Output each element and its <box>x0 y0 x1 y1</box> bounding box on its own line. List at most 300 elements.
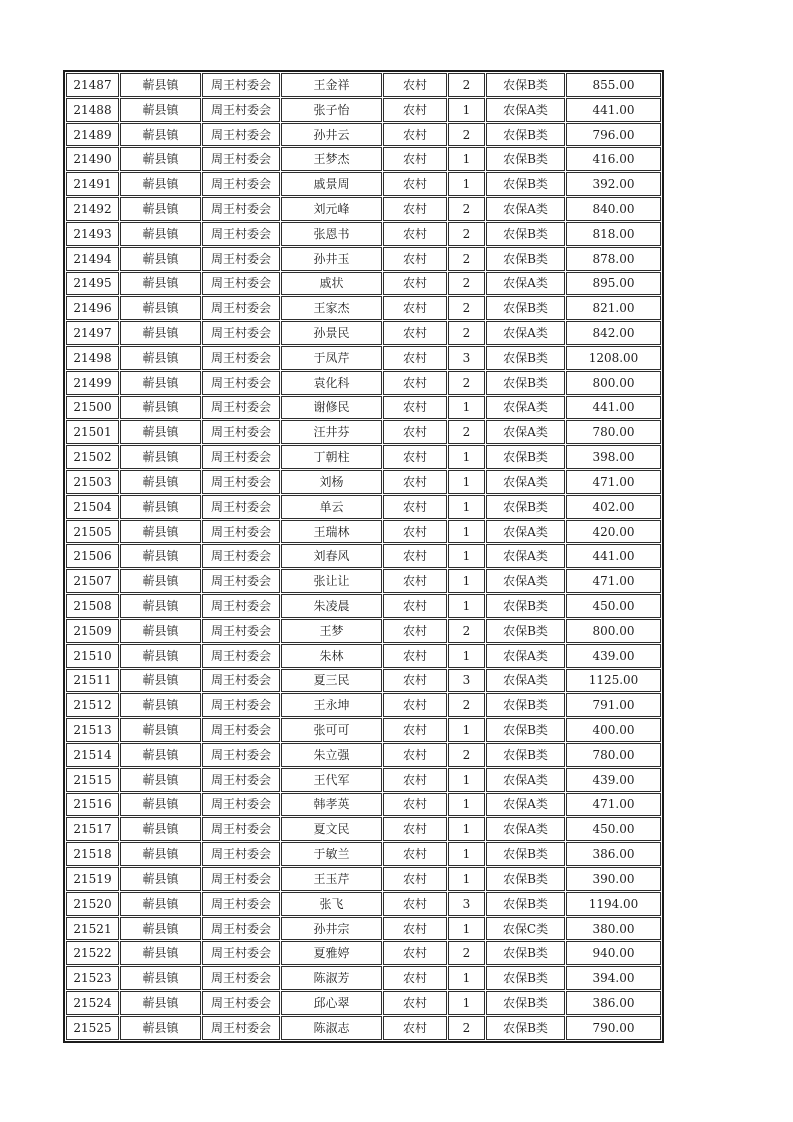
insurance-category-cell: 农保B类 <box>486 842 565 866</box>
person-id-cell: 21524 <box>66 991 119 1015</box>
village-committee-cell: 周王村委会 <box>202 817 280 841</box>
table-row <box>66 346 661 370</box>
table-row <box>66 793 661 817</box>
insurance-category-cell: 农保B类 <box>486 172 565 196</box>
insurance-category-cell: 农保B类 <box>486 594 565 618</box>
village-committee-cell: 周王村委会 <box>202 669 280 693</box>
household-count-cell: 2 <box>448 1016 485 1040</box>
town-cell: 蕲县镇 <box>120 272 201 296</box>
residence-type-cell: 农村 <box>383 172 447 196</box>
person-id-cell: 21502 <box>66 445 119 469</box>
person-id-cell: 21495 <box>66 272 119 296</box>
town-cell: 蕲县镇 <box>120 991 201 1015</box>
person-id-cell: 21507 <box>66 569 119 593</box>
person-id-cell: 21498 <box>66 346 119 370</box>
person-name-cell: 汪井芬 <box>281 420 382 444</box>
person-name-cell: 朱凌晨 <box>281 594 382 618</box>
table-row <box>66 941 661 965</box>
table-row <box>66 396 661 420</box>
amount-cell: 471.00 <box>566 793 661 817</box>
insurance-category-cell: 农保A类 <box>486 520 565 544</box>
person-name-cell: 单云 <box>281 495 382 519</box>
village-committee-cell: 周王村委会 <box>202 544 280 568</box>
person-name-cell: 谢修民 <box>281 396 382 420</box>
person-id-cell: 21500 <box>66 396 119 420</box>
insurance-category-cell: 农保B类 <box>486 147 565 171</box>
person-id-cell: 21521 <box>66 917 119 941</box>
person-name-cell: 丁朝柱 <box>281 445 382 469</box>
town-cell: 蕲县镇 <box>120 768 201 792</box>
insurance-category-cell: 农保B类 <box>486 1016 565 1040</box>
residence-type-cell: 农村 <box>383 247 447 271</box>
residence-type-cell: 农村 <box>383 520 447 544</box>
residence-type-cell: 农村 <box>383 420 447 444</box>
table-row <box>66 669 661 693</box>
village-committee-cell: 周王村委会 <box>202 644 280 668</box>
person-name-cell: 韩孝英 <box>281 793 382 817</box>
household-count-cell: 1 <box>448 470 485 494</box>
person-id-cell: 21522 <box>66 941 119 965</box>
insurance-category-cell: 农保A类 <box>486 420 565 444</box>
town-cell: 蕲县镇 <box>120 594 201 618</box>
town-cell: 蕲县镇 <box>120 892 201 916</box>
amount-cell: 450.00 <box>566 594 661 618</box>
table-row <box>66 495 661 519</box>
table-row <box>66 445 661 469</box>
village-committee-cell: 周王村委会 <box>202 892 280 916</box>
insurance-category-cell: 农保A类 <box>486 793 565 817</box>
insurance-category-cell: 农保B类 <box>486 693 565 717</box>
residence-type-cell: 农村 <box>383 842 447 866</box>
town-cell: 蕲县镇 <box>120 793 201 817</box>
person-name-cell: 王瑞林 <box>281 520 382 544</box>
amount-cell: 386.00 <box>566 991 661 1015</box>
residence-type-cell: 农村 <box>383 867 447 891</box>
residence-type-cell: 农村 <box>383 470 447 494</box>
insurance-category-cell: 农保A类 <box>486 272 565 296</box>
table-row <box>66 172 661 196</box>
table-row <box>66 817 661 841</box>
village-committee-cell: 周王村委会 <box>202 743 280 767</box>
person-name-cell: 刘杨 <box>281 470 382 494</box>
household-count-cell: 1 <box>448 768 485 792</box>
town-cell: 蕲县镇 <box>120 520 201 544</box>
person-name-cell: 张让让 <box>281 569 382 593</box>
person-name-cell: 于敏兰 <box>281 842 382 866</box>
table-row <box>66 991 661 1015</box>
town-cell: 蕲县镇 <box>120 544 201 568</box>
person-name-cell: 陈淑志 <box>281 1016 382 1040</box>
person-id-cell: 21525 <box>66 1016 119 1040</box>
residence-type-cell: 农村 <box>383 966 447 990</box>
person-id-cell: 21491 <box>66 172 119 196</box>
household-count-cell: 2 <box>448 420 485 444</box>
town-cell: 蕲县镇 <box>120 867 201 891</box>
table-row <box>66 123 661 147</box>
person-id-cell: 21490 <box>66 147 119 171</box>
village-committee-cell: 周王村委会 <box>202 991 280 1015</box>
table-row <box>66 470 661 494</box>
town-cell: 蕲县镇 <box>120 842 201 866</box>
town-cell: 蕲县镇 <box>120 917 201 941</box>
amount-cell: 780.00 <box>566 420 661 444</box>
town-cell: 蕲县镇 <box>120 222 201 246</box>
residence-type-cell: 农村 <box>383 272 447 296</box>
insurance-category-cell: 农保B类 <box>486 941 565 965</box>
table-row <box>66 743 661 767</box>
household-count-cell: 1 <box>448 569 485 593</box>
amount-cell: 1194.00 <box>566 892 661 916</box>
household-count-cell: 1 <box>448 594 485 618</box>
table-row <box>66 867 661 891</box>
residence-type-cell: 农村 <box>383 793 447 817</box>
person-id-cell: 21487 <box>66 73 119 97</box>
person-name-cell: 邱心翠 <box>281 991 382 1015</box>
household-count-cell: 1 <box>448 867 485 891</box>
person-name-cell: 夏雅婷 <box>281 941 382 965</box>
person-name-cell: 刘春风 <box>281 544 382 568</box>
person-id-cell: 21523 <box>66 966 119 990</box>
town-cell: 蕲县镇 <box>120 644 201 668</box>
residence-type-cell: 农村 <box>383 644 447 668</box>
residence-type-cell: 农村 <box>383 991 447 1015</box>
amount-cell: 420.00 <box>566 520 661 544</box>
household-count-cell: 2 <box>448 197 485 221</box>
village-committee-cell: 周王村委会 <box>202 371 280 395</box>
insurance-category-cell: 农保B类 <box>486 892 565 916</box>
residence-type-cell: 农村 <box>383 73 447 97</box>
amount-cell: 780.00 <box>566 743 661 767</box>
residence-type-cell: 农村 <box>383 892 447 916</box>
person-name-cell: 王梦 <box>281 619 382 643</box>
village-committee-cell: 周王村委会 <box>202 296 280 320</box>
insurance-category-cell: 农保A类 <box>486 669 565 693</box>
town-cell: 蕲县镇 <box>120 73 201 97</box>
amount-cell: 398.00 <box>566 445 661 469</box>
amount-cell: 790.00 <box>566 1016 661 1040</box>
amount-cell: 796.00 <box>566 123 661 147</box>
amount-cell: 450.00 <box>566 817 661 841</box>
village-committee-cell: 周王村委会 <box>202 272 280 296</box>
household-count-cell: 1 <box>448 966 485 990</box>
person-id-cell: 21512 <box>66 693 119 717</box>
table-row <box>66 619 661 643</box>
table-row <box>66 296 661 320</box>
village-committee-cell: 周王村委会 <box>202 247 280 271</box>
person-name-cell: 王梦杰 <box>281 147 382 171</box>
town-cell: 蕲县镇 <box>120 98 201 122</box>
person-name-cell: 王永坤 <box>281 693 382 717</box>
person-name-cell: 王玉芹 <box>281 867 382 891</box>
town-cell: 蕲县镇 <box>120 619 201 643</box>
household-count-cell: 1 <box>448 147 485 171</box>
insurance-category-cell: 农保B类 <box>486 718 565 742</box>
amount-cell: 390.00 <box>566 867 661 891</box>
household-count-cell: 2 <box>448 693 485 717</box>
amount-cell: 402.00 <box>566 495 661 519</box>
person-name-cell: 张可可 <box>281 718 382 742</box>
residence-type-cell: 农村 <box>383 817 447 841</box>
table-row <box>66 321 661 345</box>
household-count-cell: 2 <box>448 743 485 767</box>
table-row <box>66 147 661 171</box>
village-committee-cell: 周王村委会 <box>202 867 280 891</box>
residence-type-cell: 农村 <box>383 594 447 618</box>
insurance-category-cell: 农保A类 <box>486 817 565 841</box>
amount-cell: 471.00 <box>566 470 661 494</box>
insurance-category-cell: 农保B类 <box>486 619 565 643</box>
residence-type-cell: 农村 <box>383 396 447 420</box>
residence-type-cell: 农村 <box>383 98 447 122</box>
household-count-cell: 1 <box>448 793 485 817</box>
table-row <box>66 371 661 395</box>
amount-cell: 441.00 <box>566 396 661 420</box>
household-count-cell: 1 <box>448 917 485 941</box>
household-count-cell: 3 <box>448 346 485 370</box>
household-count-cell: 1 <box>448 842 485 866</box>
residence-type-cell: 农村 <box>383 197 447 221</box>
insurance-category-cell: 农保B类 <box>486 296 565 320</box>
residence-type-cell: 农村 <box>383 768 447 792</box>
person-name-cell: 刘元峰 <box>281 197 382 221</box>
insurance-category-cell: 农保B类 <box>486 73 565 97</box>
table-body <box>66 73 661 1040</box>
amount-cell: 392.00 <box>566 172 661 196</box>
amount-cell: 800.00 <box>566 371 661 395</box>
amount-cell: 386.00 <box>566 842 661 866</box>
residence-type-cell: 农村 <box>383 123 447 147</box>
village-committee-cell: 周王村委会 <box>202 569 280 593</box>
person-id-cell: 21492 <box>66 197 119 221</box>
person-name-cell: 张恩书 <box>281 222 382 246</box>
household-count-cell: 2 <box>448 296 485 320</box>
village-committee-cell: 周王村委会 <box>202 718 280 742</box>
residence-type-cell: 农村 <box>383 619 447 643</box>
amount-cell: 400.00 <box>566 718 661 742</box>
table-row <box>66 247 661 271</box>
village-committee-cell: 周王村委会 <box>202 470 280 494</box>
amount-cell: 791.00 <box>566 693 661 717</box>
insurance-category-cell: 农保A类 <box>486 544 565 568</box>
village-committee-cell: 周王村委会 <box>202 917 280 941</box>
village-committee-cell: 周王村委会 <box>202 73 280 97</box>
village-committee-cell: 周王村委会 <box>202 98 280 122</box>
village-committee-cell: 周王村委会 <box>202 197 280 221</box>
person-id-cell: 21518 <box>66 842 119 866</box>
town-cell: 蕲县镇 <box>120 743 201 767</box>
residence-type-cell: 农村 <box>383 296 447 320</box>
table-row <box>66 693 661 717</box>
insurance-category-cell: 农保A类 <box>486 98 565 122</box>
table-row <box>66 420 661 444</box>
amount-cell: 842.00 <box>566 321 661 345</box>
residence-type-cell: 农村 <box>383 346 447 370</box>
table-row <box>66 718 661 742</box>
person-id-cell: 21499 <box>66 371 119 395</box>
table-row <box>66 520 661 544</box>
town-cell: 蕲县镇 <box>120 966 201 990</box>
person-name-cell: 于凤芹 <box>281 346 382 370</box>
person-name-cell: 夏文民 <box>281 817 382 841</box>
person-id-cell: 21510 <box>66 644 119 668</box>
table-row <box>66 768 661 792</box>
village-committee-cell: 周王村委会 <box>202 346 280 370</box>
household-count-cell: 1 <box>448 396 485 420</box>
household-count-cell: 2 <box>448 941 485 965</box>
person-name-cell: 张飞 <box>281 892 382 916</box>
town-cell: 蕲县镇 <box>120 123 201 147</box>
residence-type-cell: 农村 <box>383 445 447 469</box>
town-cell: 蕲县镇 <box>120 147 201 171</box>
household-count-cell: 2 <box>448 619 485 643</box>
person-id-cell: 21517 <box>66 817 119 841</box>
insurance-category-cell: 农保A类 <box>486 396 565 420</box>
insurance-category-cell: 农保B类 <box>486 346 565 370</box>
table-row <box>66 966 661 990</box>
household-count-cell: 1 <box>448 520 485 544</box>
village-committee-cell: 周王村委会 <box>202 966 280 990</box>
person-name-cell: 孙井玉 <box>281 247 382 271</box>
town-cell: 蕲县镇 <box>120 172 201 196</box>
amount-cell: 439.00 <box>566 768 661 792</box>
person-name-cell: 王家杰 <box>281 296 382 320</box>
town-cell: 蕲县镇 <box>120 718 201 742</box>
insurance-category-cell: 农保A类 <box>486 569 565 593</box>
village-committee-cell: 周王村委会 <box>202 420 280 444</box>
insurance-category-cell: 农保B类 <box>486 991 565 1015</box>
person-id-cell: 21494 <box>66 247 119 271</box>
household-count-cell: 2 <box>448 247 485 271</box>
person-name-cell: 王金祥 <box>281 73 382 97</box>
amount-cell: 1208.00 <box>566 346 661 370</box>
town-cell: 蕲县镇 <box>120 396 201 420</box>
person-name-cell: 戚状 <box>281 272 382 296</box>
table-row <box>66 842 661 866</box>
person-id-cell: 21505 <box>66 520 119 544</box>
table-row <box>66 892 661 916</box>
amount-cell: 821.00 <box>566 296 661 320</box>
town-cell: 蕲县镇 <box>120 445 201 469</box>
village-committee-cell: 周王村委会 <box>202 445 280 469</box>
residence-type-cell: 农村 <box>383 743 447 767</box>
village-committee-cell: 周王村委会 <box>202 147 280 171</box>
table-row <box>66 544 661 568</box>
village-committee-cell: 周王村委会 <box>202 123 280 147</box>
person-id-cell: 21504 <box>66 495 119 519</box>
amount-cell: 441.00 <box>566 98 661 122</box>
residence-type-cell: 农村 <box>383 941 447 965</box>
amount-cell: 394.00 <box>566 966 661 990</box>
household-count-cell: 2 <box>448 123 485 147</box>
residence-type-cell: 农村 <box>383 544 447 568</box>
table-row <box>66 222 661 246</box>
table-row <box>66 569 661 593</box>
person-id-cell: 21520 <box>66 892 119 916</box>
person-id-cell: 21488 <box>66 98 119 122</box>
household-count-cell: 1 <box>448 445 485 469</box>
person-name-cell: 陈淑芳 <box>281 966 382 990</box>
residence-type-cell: 农村 <box>383 222 447 246</box>
insurance-category-cell: 农保B类 <box>486 867 565 891</box>
amount-cell: 878.00 <box>566 247 661 271</box>
insurance-category-cell: 农保A类 <box>486 470 565 494</box>
table-row <box>66 594 661 618</box>
amount-cell: 895.00 <box>566 272 661 296</box>
amount-cell: 441.00 <box>566 544 661 568</box>
insurance-category-cell: 农保B类 <box>486 445 565 469</box>
person-id-cell: 21508 <box>66 594 119 618</box>
household-count-cell: 1 <box>448 817 485 841</box>
amount-cell: 1125.00 <box>566 669 661 693</box>
village-committee-cell: 周王村委会 <box>202 222 280 246</box>
village-committee-cell: 周王村委会 <box>202 793 280 817</box>
amount-cell: 416.00 <box>566 147 661 171</box>
town-cell: 蕲县镇 <box>120 1016 201 1040</box>
residence-type-cell: 农村 <box>383 495 447 519</box>
amount-cell: 380.00 <box>566 917 661 941</box>
residence-type-cell: 农村 <box>383 669 447 693</box>
town-cell: 蕲县镇 <box>120 569 201 593</box>
residence-type-cell: 农村 <box>383 1016 447 1040</box>
household-count-cell: 2 <box>448 222 485 246</box>
person-name-cell: 孙井云 <box>281 123 382 147</box>
village-committee-cell: 周王村委会 <box>202 842 280 866</box>
amount-cell: 818.00 <box>566 222 661 246</box>
town-cell: 蕲县镇 <box>120 495 201 519</box>
household-count-cell: 3 <box>448 669 485 693</box>
person-name-cell: 戚景周 <box>281 172 382 196</box>
person-id-cell: 21489 <box>66 123 119 147</box>
insurance-category-cell: 农保A类 <box>486 197 565 221</box>
insurance-category-cell: 农保B类 <box>486 966 565 990</box>
residence-type-cell: 农村 <box>383 917 447 941</box>
amount-cell: 940.00 <box>566 941 661 965</box>
residence-type-cell: 农村 <box>383 321 447 345</box>
household-count-cell: 2 <box>448 73 485 97</box>
table-row <box>66 272 661 296</box>
town-cell: 蕲县镇 <box>120 197 201 221</box>
village-committee-cell: 周王村委会 <box>202 495 280 519</box>
insurance-category-cell: 农保B类 <box>486 123 565 147</box>
person-id-cell: 21497 <box>66 321 119 345</box>
person-id-cell: 21493 <box>66 222 119 246</box>
table-row <box>66 917 661 941</box>
person-id-cell: 21496 <box>66 296 119 320</box>
village-committee-cell: 周王村委会 <box>202 321 280 345</box>
amount-cell: 800.00 <box>566 619 661 643</box>
town-cell: 蕲县镇 <box>120 247 201 271</box>
person-name-cell: 夏三民 <box>281 669 382 693</box>
person-name-cell: 孙井宗 <box>281 917 382 941</box>
village-committee-cell: 周王村委会 <box>202 693 280 717</box>
village-committee-cell: 周王村委会 <box>202 520 280 544</box>
insurance-category-cell: 农保B类 <box>486 247 565 271</box>
residence-type-cell: 农村 <box>383 371 447 395</box>
insurance-category-cell: 农保C类 <box>486 917 565 941</box>
town-cell: 蕲县镇 <box>120 321 201 345</box>
person-id-cell: 21503 <box>66 470 119 494</box>
household-count-cell: 1 <box>448 495 485 519</box>
person-id-cell: 21514 <box>66 743 119 767</box>
residence-type-cell: 农村 <box>383 147 447 171</box>
amount-cell: 471.00 <box>566 569 661 593</box>
insurance-category-cell: 农保A类 <box>486 321 565 345</box>
town-cell: 蕲县镇 <box>120 420 201 444</box>
person-id-cell: 21501 <box>66 420 119 444</box>
person-id-cell: 21506 <box>66 544 119 568</box>
town-cell: 蕲县镇 <box>120 371 201 395</box>
person-name-cell: 孙景民 <box>281 321 382 345</box>
